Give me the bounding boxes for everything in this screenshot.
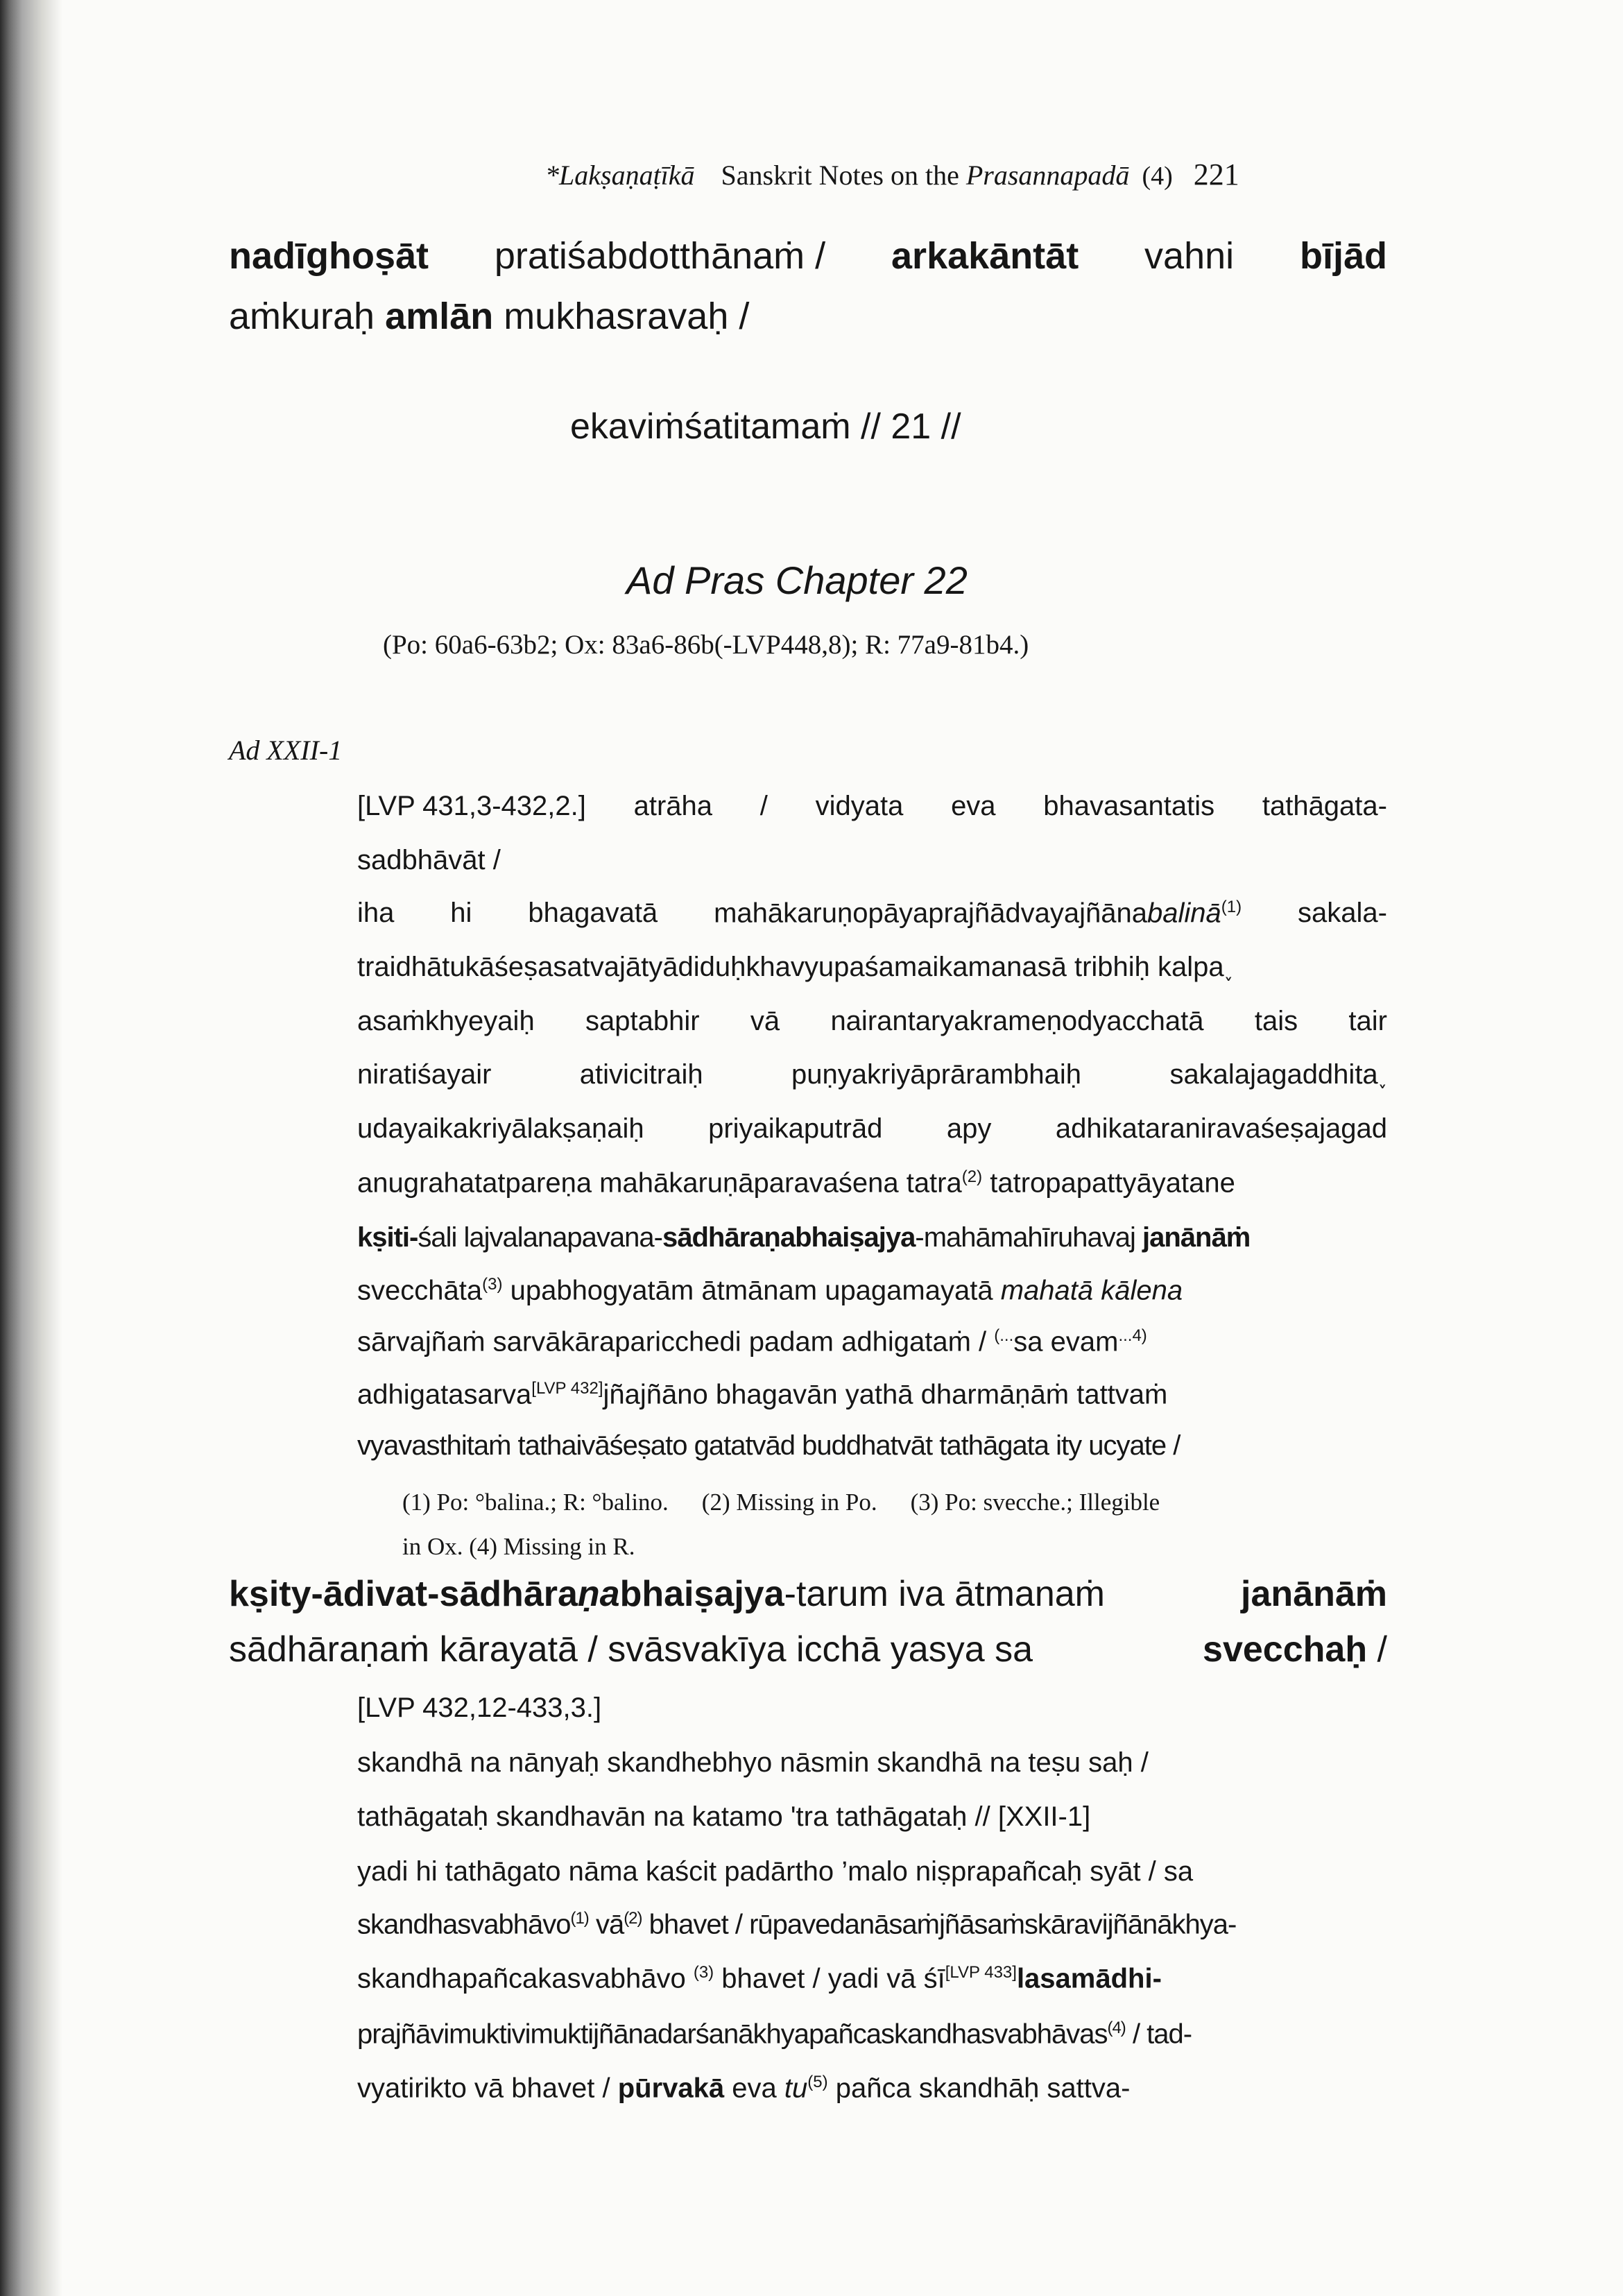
text-span: sārvajñaṁ sarvākāraparicchedi padam adhigataṁ /: [357, 1326, 987, 1357]
para1-line1: [229, 234, 1387, 277]
chapter-heading: Ad Pras Chapter 22: [626, 558, 968, 602]
text-line: traidhātukāśeṣasatvajātyādiduḥkhavyupaśamaikamanasā tribhiḥ kalpa˯: [357, 952, 1233, 982]
text-span: lajvalanapavana-: [463, 1222, 662, 1253]
text-span: prajñāvimuktivimuktijñānadarśanākhyapañcaskandhasvabhāvas: [357, 2019, 1108, 2050]
word: iha: [357, 898, 395, 928]
footnote-ref: (1): [570, 1909, 589, 1928]
text-line: yadi hi tathāgato nāma kaścit padārtho ’malo niṣprapañcaḥ syāt / sa: [357, 1856, 1194, 1887]
text-span: vā: [595, 1909, 624, 1940]
text-span: upabhogyatām ātmānam upagamayatā: [510, 1275, 993, 1306]
text-line: [357, 1059, 1387, 1090]
text-span: eva: [732, 2073, 777, 2104]
text-line: tathāgataḥ skandhavān na katamo 'tra tathāgataḥ // [XXII-1]: [357, 1801, 1091, 1832]
word: hi: [450, 898, 472, 928]
text-span: śī: [923, 1963, 945, 1994]
header-part: (4): [1142, 162, 1173, 191]
text-span: [1203, 1629, 1387, 1670]
commentary-line: [229, 1573, 1387, 1615]
footnote-ref: (5): [807, 2073, 828, 2091]
footnote-ref: ...4): [1118, 1326, 1147, 1345]
para1-word: nadīghoṣāt: [229, 235, 429, 277]
text-span: ṇa: [577, 1574, 620, 1614]
text-span: vyatirikto vā bhavet /: [357, 2073, 610, 2104]
text-line: [357, 1167, 1235, 1199]
word: sakalajagaddhita˯: [1169, 1059, 1387, 1090]
footnote-ref: (3): [693, 1963, 714, 1982]
footnotes: [402, 1489, 1160, 1516]
footnote-ref: (...: [994, 1326, 1014, 1345]
footnote: (1) Po: °balina.; R: °balino.: [402, 1489, 669, 1516]
footnote-ref: (2): [624, 1909, 642, 1928]
text-line: [357, 898, 1387, 929]
para1-word: pratiśabdotthānaṁ /: [494, 235, 826, 277]
word: puṇyakriyāprārambhaiḥ: [791, 1059, 1082, 1090]
word: [714, 898, 1242, 929]
text-span: sādhāraṇabhaiṣajya: [662, 1222, 916, 1253]
header-title: *Lakṣaṇaṭīkā: [545, 160, 695, 191]
text-line: [357, 1275, 1183, 1306]
para1-word: amlān: [385, 295, 494, 337]
text-span: lasamādhi-: [1016, 1963, 1162, 1994]
text-span: skandhapañcakasvabhāvo: [357, 1963, 686, 1994]
para1-line2: [229, 295, 749, 338]
page-number: 221: [1193, 157, 1239, 191]
text-line: [357, 1379, 1167, 1410]
text-span: tu: [784, 2073, 808, 2104]
word: tair: [1348, 1006, 1387, 1036]
text-line: [357, 2019, 1192, 2050]
para1-word: vahni: [1144, 235, 1235, 277]
para1-word: mukhasravaḥ /: [504, 295, 750, 337]
para1-word: bījād: [1299, 235, 1387, 277]
word: adhikataraniravaśeṣajagad: [1055, 1113, 1387, 1144]
word: udayaikakriyālakṣaṇaiḥ: [357, 1113, 644, 1144]
text-span: svecchāta: [357, 1275, 483, 1306]
word-part: mahākaruṇopāyaprajñādvayajñāna: [714, 898, 1147, 929]
footnote-ref: (4): [1107, 2019, 1126, 2037]
text-span: pūrvakā: [617, 2073, 725, 2104]
para1-word: arkakāntāt: [891, 235, 1079, 277]
text-line: [357, 1113, 1387, 1145]
text-span: svecchaḥ: [1203, 1629, 1368, 1670]
text-line: skandhā na nānyaḥ skandhebhyo nāsmin skandhā na teṣu saḥ /: [357, 1747, 1149, 1778]
text-span: sādhāra: [439, 1574, 578, 1614]
word: bhagavatā: [528, 898, 658, 928]
text-span: -mahāmahīruhavaj: [915, 1222, 1135, 1253]
text-span: sa evam: [1013, 1326, 1119, 1357]
text-span: kṣiti-: [357, 1222, 418, 1253]
footnote-ref: (2): [961, 1167, 983, 1186]
text-span: adhigatasarva: [357, 1379, 532, 1410]
footnote: (2) Missing in Po.: [701, 1489, 877, 1516]
text-line: [LVP 432,12-433,3.]: [357, 1693, 602, 1723]
word: atrāha: [633, 791, 713, 821]
text-span: tatropapattyāyatane: [990, 1167, 1235, 1199]
word: sakala-: [1298, 898, 1387, 928]
text-span: -tarum iva ātmanaṁ: [784, 1574, 1105, 1614]
manuscript-locations: (Po: 60a6-63b2; Ox: 83a6-86b(-LVP448,8); R: 77a9-81b4.): [383, 630, 1029, 660]
text-span: kṣity-ādivat-: [229, 1574, 440, 1614]
header-subtitle: Sanskrit Notes on the: [721, 160, 959, 191]
text-line: sadbhāvāt /: [357, 845, 501, 875]
text-span: bhavet / rūpavedanāsaṁjñāsaṁskāravijñānākhya-: [649, 1909, 1237, 1940]
word: vā: [750, 1006, 780, 1036]
word: tathāgata-: [1262, 791, 1387, 821]
text-span: śali: [418, 1222, 457, 1253]
word: eva: [951, 791, 996, 821]
page-ref: [LVP 432]: [531, 1379, 603, 1398]
text-span: anugrahatatpareṇa mahākaruṇāparavaśena tatra: [357, 1167, 962, 1199]
text-span: sādhāraṇaṁ kārayatā / svāsvakīya icchā yasya sa: [229, 1629, 1033, 1670]
word: apy: [946, 1113, 992, 1144]
text-span: /: [1377, 1629, 1387, 1670]
text-line: [357, 1963, 1162, 1994]
word: vidyata: [815, 791, 904, 821]
word: niratiśayair: [357, 1059, 492, 1090]
text-line: [357, 2073, 1130, 2104]
text-span: bhavet / yadi vā: [721, 1963, 916, 1994]
scan-binding-edge: [0, 0, 62, 2296]
text-span: / tad-: [1132, 2019, 1192, 2050]
footnote: in Ox. (4) Missing in R.: [402, 1533, 635, 1560]
word: [LVP 431,3-432,2.]: [357, 791, 586, 821]
word: /: [759, 791, 768, 821]
running-header: [545, 157, 1239, 192]
commentary-line: [229, 1629, 1387, 1670]
word: priyaikaputrād: [708, 1113, 883, 1144]
footnote-ref: (3): [482, 1275, 503, 1294]
header-work: Prasannapadā: [965, 160, 1130, 191]
text-line: vyavasthitaṁ tathaivāśeṣato gatatvād buddhatvāt tathāgata ity ucyate /: [357, 1430, 1180, 1461]
text-line: [357, 1909, 1236, 1940]
word: nairantaryakrameṇodyacchatā: [830, 1006, 1204, 1036]
chapter-end-marker: ekaviṁśatitamaṁ // 21 //: [570, 406, 961, 447]
text-line: [357, 1222, 1250, 1253]
word: tais: [1254, 1006, 1298, 1036]
page-ref: [LVP 433]: [945, 1963, 1017, 1982]
text-line: [357, 1006, 1387, 1037]
text-span: mahatā kālena: [1000, 1275, 1183, 1306]
para1-word: aṁkuraḥ: [229, 295, 375, 337]
text-span: janānāṁ: [1142, 1222, 1251, 1253]
text-line: [357, 1326, 1147, 1357]
word-part: balinā: [1147, 898, 1221, 929]
text-span: pañca skandhāḥ sattva-: [835, 2073, 1131, 2104]
text-span: bhaiṣajya: [619, 1574, 784, 1614]
text-span: skandhasvabhāvo: [357, 1909, 571, 1940]
word: bhavasantatis: [1043, 791, 1215, 821]
footnote-ref: (1): [1221, 898, 1242, 916]
word: saptabhir: [585, 1006, 700, 1036]
text-span: jñajñāno bhagavān yathā dharmāṇāṁ tattvaṁ: [603, 1379, 1168, 1410]
text-line: [357, 791, 1387, 822]
word: ativicitraiḥ: [579, 1059, 703, 1090]
verse-label: Ad XXII-1: [229, 735, 343, 766]
word: asaṁkhyeyaiḥ: [357, 1006, 535, 1036]
text-span: janānāṁ: [1241, 1574, 1387, 1614]
footnote: (3) Po: svecche.; Illegible: [910, 1489, 1160, 1516]
text-span: [229, 1573, 1105, 1615]
